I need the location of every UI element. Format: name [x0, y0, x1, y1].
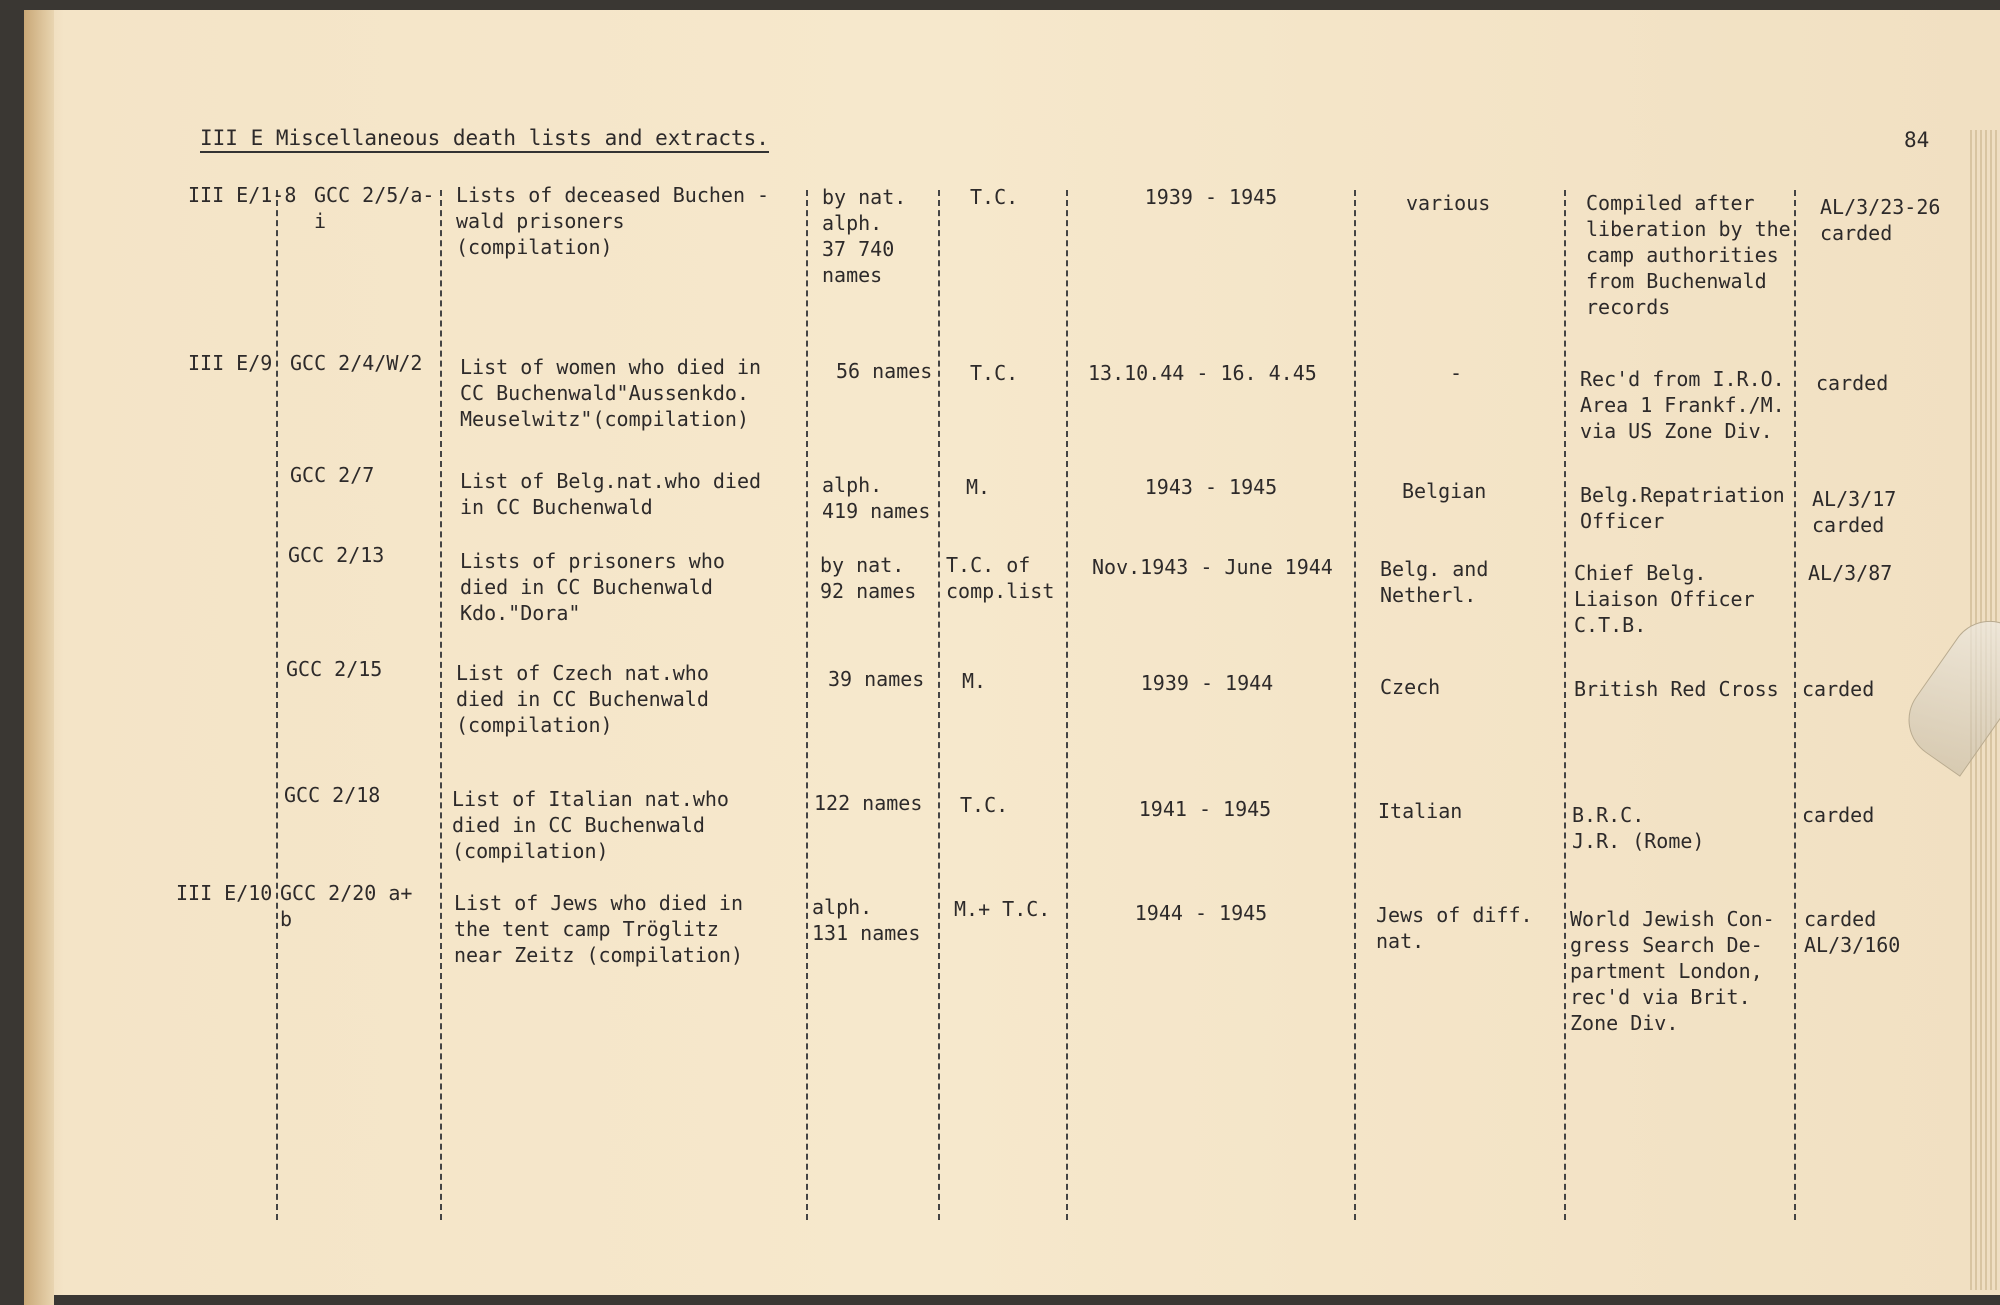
column-divider [440, 190, 442, 1220]
row-arrangement: 56 names [836, 359, 933, 383]
row-type: T.C. of comp.list [946, 553, 1055, 603]
row-description: List of Jews who died in the tent camp Tröglitz near Zeitz (compilation) [454, 891, 743, 967]
row-file: GCC 2/7 [290, 463, 375, 487]
row-nationality: Czech [1380, 675, 1441, 699]
row-nationality: Jews of diff. nat. [1376, 903, 1533, 953]
row-period: Nov.1943 - June 1944 [1092, 555, 1333, 579]
row-description: Lists of prisoners who died in CC Buchenwald Kdo."Dora" [460, 549, 725, 625]
row-file: GCC 2/5/a- i [314, 183, 435, 233]
row-source: Rec'd from I.R.O. Area 1 Frankf./M. via US Zone Div. [1580, 367, 1785, 443]
row-arrangement: by nat. alph. 37 740 names [822, 185, 907, 287]
row-type: M.+ T.C. [954, 897, 1051, 921]
row-ref: III E/1-8 [188, 183, 297, 207]
row-file: GCC 2/20 a+ b [280, 881, 413, 931]
row-nationality: - [1450, 361, 1463, 385]
row-period: 1944 - 1945 [1134, 901, 1268, 925]
row-file: GCC 2/4/W/2 [290, 351, 423, 375]
row-nationality: Italian [1378, 799, 1463, 823]
row-type: T.C. [960, 793, 1009, 817]
row-source: World Jewish Con- gress Search De- partment London, rec'd via Brit. Zone Div. [1570, 907, 1775, 1035]
row-remarks: carded [1802, 677, 1875, 701]
row-nationality: Belgian [1402, 479, 1487, 503]
row-source: British Red Cross [1574, 677, 1779, 701]
column-divider [806, 190, 808, 1220]
page-title: III E Miscellaneous death lists and extracts. [200, 126, 769, 153]
column-divider [276, 190, 278, 1220]
column-divider [1794, 190, 1796, 1220]
row-remarks: carded [1802, 803, 1875, 827]
row-arrangement: 122 names [814, 791, 923, 815]
row-description: List of Belg.nat.who died in CC Buchenwald [460, 469, 762, 519]
row-source: Compiled after liberation by the camp authorities from Buchenwald records [1586, 191, 1791, 319]
column-divider [1354, 190, 1356, 1220]
row-period: 1939 - 1944 [1140, 671, 1274, 695]
row-type: M. [966, 475, 991, 499]
row-period: 1943 - 1945 [1144, 475, 1278, 499]
page-number: 84 [1904, 128, 1930, 152]
row-arrangement: alph. 131 names [812, 895, 921, 945]
row-type: T.C. [970, 185, 1019, 209]
row-arrangement: alph. 419 names [822, 473, 931, 523]
row-file: GCC 2/15 [286, 657, 383, 681]
row-description: Lists of deceased Buchen - wald prisoners (compilation) [456, 183, 770, 259]
book-spine [24, 10, 54, 1305]
column-divider [1066, 190, 1068, 1220]
row-source: Chief Belg. Liaison Officer C.T.B. [1574, 561, 1755, 637]
row-remarks: carded AL/3/160 [1804, 907, 1901, 957]
row-remarks: carded [1816, 371, 1889, 395]
row-source: B.R.C. J.R. (Rome) [1572, 803, 1705, 853]
document-page [24, 10, 2000, 1295]
row-arrangement: 39 names [828, 667, 925, 691]
row-remarks: AL/3/23-26 carded [1820, 195, 1941, 245]
row-nationality: various [1406, 191, 1491, 215]
row-description: List of Czech nat.who died in CC Buchenwald (compilation) [456, 661, 709, 737]
row-period: 1939 - 1945 [1144, 185, 1278, 209]
row-period: 1941 - 1945 [1138, 797, 1272, 821]
row-nationality: Belg. and Netherl. [1380, 557, 1489, 607]
row-period: 13.10.44 - 16. 4.45 [1088, 361, 1317, 385]
row-file: GCC 2/18 [284, 783, 381, 807]
row-remarks: AL/3/17 carded [1812, 487, 1897, 537]
row-type: M. [962, 669, 987, 693]
column-divider [938, 190, 940, 1220]
row-type: T.C. [970, 361, 1019, 385]
row-file: GCC 2/13 [288, 543, 385, 567]
row-description: List of Italian nat.who died in CC Buchenwald (compilation) [452, 787, 729, 863]
row-description: List of women who died in CC Buchenwald"Aussenkdo. Meuselwitz"(compilation) [460, 355, 762, 431]
row-arrangement: by nat. 92 names [820, 553, 917, 603]
row-remarks: AL/3/87 [1808, 561, 1893, 585]
row-ref: III E/10 [176, 881, 273, 905]
row-ref: III E/9 [188, 351, 273, 375]
row-source: Belg.Repatriation Officer [1580, 483, 1785, 533]
column-divider [1564, 190, 1566, 1220]
